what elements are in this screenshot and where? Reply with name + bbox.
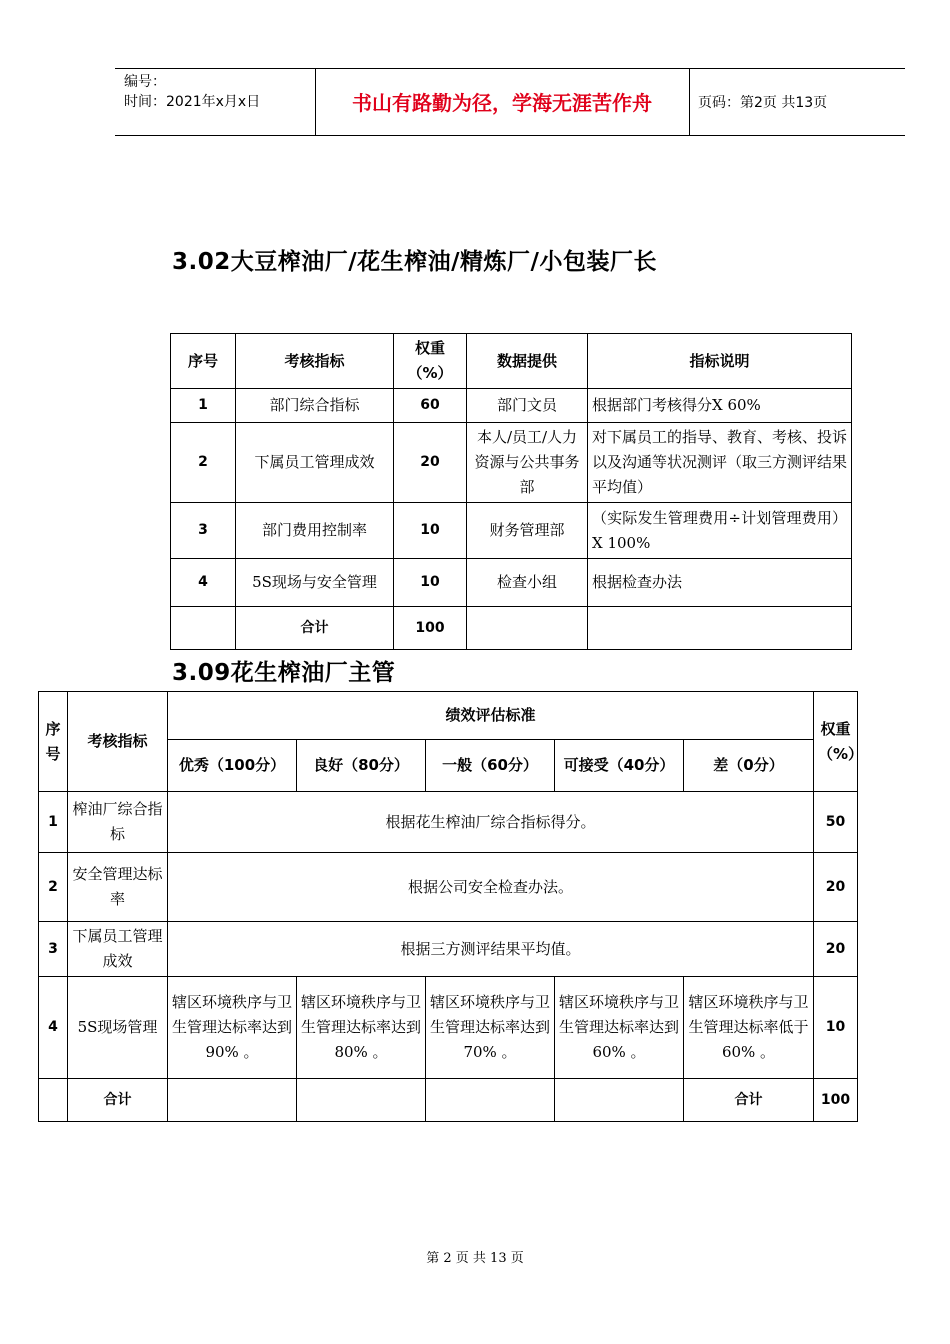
table-row xyxy=(171,423,852,503)
table-row xyxy=(39,792,858,853)
indicator-cell: 部门费用控制率 xyxy=(236,503,394,559)
indicator-cell: 5S现场管理 xyxy=(68,977,168,1079)
weight-cell: 20 xyxy=(394,423,467,503)
grade-header: 一般（60分） xyxy=(426,740,555,792)
table-header-row xyxy=(171,334,852,389)
total-label: 合计 xyxy=(68,1079,168,1122)
column-header: 指标说明 xyxy=(588,334,852,389)
column-header: 序号 xyxy=(171,334,236,389)
header-divider xyxy=(689,68,690,135)
table-total-row xyxy=(39,1079,858,1122)
provider-cell: 部门文员 xyxy=(467,389,588,423)
weight-cell: 10 xyxy=(394,503,467,559)
row-number: 4 xyxy=(171,559,236,607)
weight-cell: 10 xyxy=(814,977,858,1079)
total-label: 合计 xyxy=(684,1079,814,1122)
header-bottom-rule xyxy=(115,135,905,136)
weight-cell: 20 xyxy=(814,922,858,977)
empty-cell xyxy=(297,1079,426,1122)
grade-header: 可接受（40分） xyxy=(555,740,684,792)
indicator-cell: 下属员工管理成效 xyxy=(236,423,394,503)
empty-cell xyxy=(467,607,588,650)
table-row xyxy=(171,389,852,423)
description-cell: 根据检查办法 xyxy=(588,559,852,607)
empty-cell xyxy=(588,607,852,650)
indicator-cell: 安全管理达标率 xyxy=(68,853,168,922)
weight-cell: 20 xyxy=(814,853,858,922)
column-header: 权重（%） xyxy=(394,334,467,389)
standard-cell: 根据花生榨油厂综合指标得分。 xyxy=(168,792,814,853)
grade-header: 差（0分） xyxy=(684,740,814,792)
row-number: 3 xyxy=(39,922,68,977)
row-number: 4 xyxy=(39,977,68,1079)
weight-cell: 10 xyxy=(394,559,467,607)
indicator-cell: 部门综合指标 xyxy=(236,389,394,423)
indicator-cell: 榨油厂综合指标 xyxy=(68,792,168,853)
header-meta xyxy=(124,72,260,112)
provider-cell: 财务管理部 xyxy=(467,503,588,559)
indicator-cell: 下属员工管理成效 xyxy=(68,922,168,977)
grade-criterion-cell: 辖区环境秩序与卫生管理达标率低于60% 。 xyxy=(684,977,814,1079)
grade-header: 优秀（100分） xyxy=(168,740,297,792)
empty-cell xyxy=(168,1079,297,1122)
empty-cell xyxy=(171,607,236,650)
grade-criterion-cell: 辖区环境秩序与卫生管理达标率达到70% 。 xyxy=(426,977,555,1079)
standard-cell: 根据三方测评结果平均值。 xyxy=(168,922,814,977)
section-title: 3.02大豆榨油厂/花生榨油/精炼厂/小包装厂长 xyxy=(172,249,657,275)
section-title: 3.09花生榨油厂主管 xyxy=(172,660,396,686)
row-number: 1 xyxy=(171,389,236,423)
table-total-row xyxy=(171,607,852,650)
provider-cell: 检查小组 xyxy=(467,559,588,607)
column-header: 绩效评估标准 xyxy=(168,692,814,740)
column-header: 考核指标 xyxy=(68,692,168,792)
row-number: 2 xyxy=(39,853,68,922)
kpi-table-supervisor xyxy=(38,691,864,1122)
table-header-row xyxy=(39,692,858,740)
total-label: 合计 xyxy=(236,607,394,650)
document-date: 时间：2021年x月x日 xyxy=(124,94,261,110)
column-header: 考核指标 xyxy=(236,334,394,389)
standard-cell: 根据公司安全检查办法。 xyxy=(168,853,814,922)
column-header: 数据提供 xyxy=(467,334,588,389)
description-cell: 对下属员工的指导、教育、考核、投诉以及沟通等状况测评（取三方测评结果平均值） xyxy=(588,423,852,503)
row-number: 1 xyxy=(39,792,68,853)
row-number: 3 xyxy=(171,503,236,559)
header-page-number: 页码：第2页 共13页 xyxy=(698,94,828,111)
row-number: 2 xyxy=(171,423,236,503)
column-header: 权重（%） xyxy=(814,692,858,792)
page-footer: 第 2 页 共 13 页 xyxy=(426,1251,524,1266)
grade-criterion-cell: 辖区环境秩序与卫生管理达标率达到90% 。 xyxy=(168,977,297,1079)
grade-criterion-cell: 辖区环境秩序与卫生管理达标率达到60% 。 xyxy=(555,977,684,1079)
total-value: 100 xyxy=(814,1079,858,1122)
table-row xyxy=(39,922,858,977)
description-cell: 根据部门考核得分X 60% xyxy=(588,389,852,423)
table-row xyxy=(171,503,852,559)
column-header: 序号 xyxy=(39,692,68,792)
grade-criterion-cell: 辖区环境秩序与卫生管理达标率达到80% 。 xyxy=(297,977,426,1079)
provider-cell: 本人/员工/人力资源与公共事务部 xyxy=(467,423,588,503)
weight-cell: 60 xyxy=(394,389,467,423)
header-motto: 书山有路勤为径，学海无涯苦作舟 xyxy=(352,91,652,115)
table-row xyxy=(171,559,852,607)
description-cell: （实际发生管理费用÷计划管理费用） X 100% xyxy=(588,503,852,559)
empty-cell xyxy=(39,1079,68,1122)
empty-cell xyxy=(555,1079,684,1122)
empty-cell xyxy=(426,1079,555,1122)
weight-cell: 50 xyxy=(814,792,858,853)
table-row xyxy=(39,853,858,922)
document-number: 编号： xyxy=(124,74,166,90)
kpi-table-factory-director xyxy=(170,333,852,650)
grade-header: 良好（80分） xyxy=(297,740,426,792)
total-value: 100 xyxy=(394,607,467,650)
table-row xyxy=(39,977,858,1079)
indicator-cell: 5S现场与安全管理 xyxy=(236,559,394,607)
